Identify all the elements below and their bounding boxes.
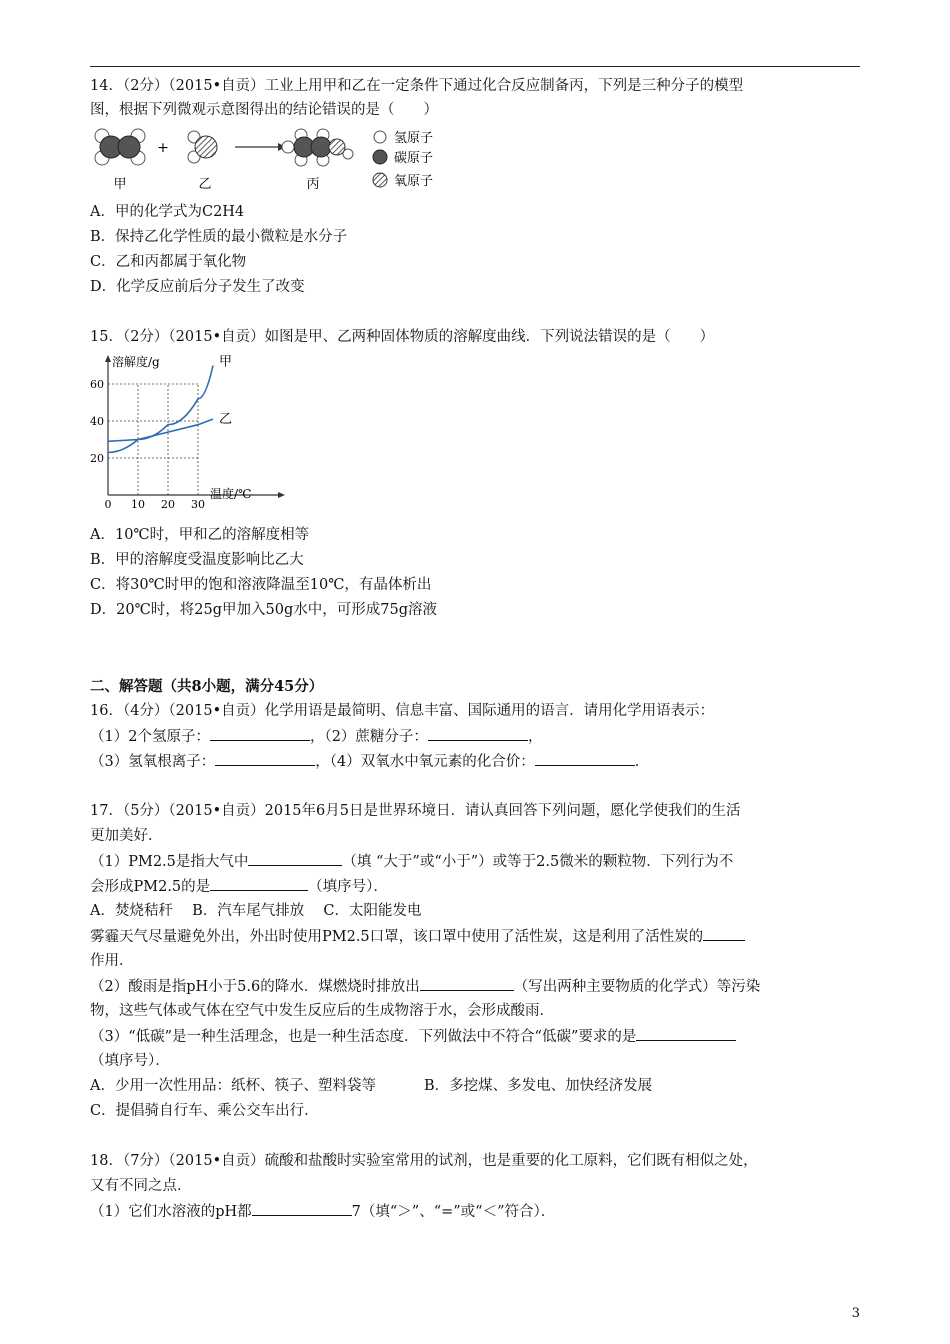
y-axis-label: 溶解度/g [112, 355, 160, 369]
plus-sign: + [157, 140, 169, 156]
q15-option-d: D．20℃时，将25g甲加入50g水中，可形成75g溶液 [90, 602, 437, 618]
q17-line5: A．焚烧秸秆 B．汽车尾气排放 C．太阳能发电 [90, 903, 422, 919]
q14-option-c: C．乙和丙都属于氧化物 [90, 254, 247, 270]
answer-blank-16-3[interactable] [215, 751, 315, 766]
q17-line7: 作用． [90, 953, 134, 969]
legend-hydrogen: 氢原子 [394, 131, 434, 146]
legend-oxygen: 氧原子 [394, 174, 434, 189]
q17-line12: A．少用一次性用品：纸杯、筷子、塑料袋等 B．多挖煤、多发电、加快经济发展 [90, 1078, 653, 1094]
q17-line11: （填序号）． [90, 1053, 170, 1069]
header-rule [90, 66, 860, 67]
answer-blank-17-5[interactable] [636, 1026, 736, 1041]
q14-option-d: D．化学反应前后分子发生了改变 [90, 279, 305, 295]
label-yi: 乙 [198, 177, 212, 192]
answer-blank-17-2[interactable] [210, 876, 308, 891]
chart-axes [105, 355, 285, 498]
solubility-chart [88, 354, 288, 511]
x-tick-label: 0 [104, 498, 112, 511]
q14-line2: 图，根据下列微观示意图得出的结论错误的是（ ） [90, 102, 438, 118]
series-label-jia: 甲 [219, 354, 233, 370]
q17-line2: 更加美好． [90, 828, 163, 844]
q15-option-a: A．10℃时，甲和乙的溶解度相等 [90, 527, 310, 543]
answer-blank-17-1[interactable] [248, 851, 342, 866]
y-tick-label: 20 [90, 452, 104, 465]
section-heading: 二、解答题（共8小题，满分45分） [90, 678, 324, 695]
molecule-bing [282, 129, 353, 166]
q17-line13: C．提倡骑自行车、乘公交车出行． [90, 1103, 319, 1119]
answer-blank-17-3[interactable] [703, 926, 745, 941]
q15-option-c: C．将30℃时甲的饱和溶液降温至10℃，有晶体析出 [90, 577, 432, 593]
q17-line3: （1）PM2.5是指大气中 （填 “大于”或“小于”）或等于2.5微米的颗粒物．下列行为不 [90, 851, 733, 872]
q18-line1: 18．（7分）（2015•自贡）硫酸和盐酸时实验室常用的试剂，也是重要的化工原料，它们既有相似之处， [90, 1153, 758, 1169]
label-jia: 甲 [113, 177, 127, 192]
x-tick-label: 30 [191, 498, 205, 511]
answer-blank-18-1[interactable] [252, 1201, 352, 1216]
q18-line3: （1）它们水溶液的pH都 7（填“＞”、“=”或“＜”符合）． [90, 1201, 555, 1222]
diagram-legend [373, 131, 433, 189]
x-axis-label: 温度/℃ [210, 487, 252, 501]
molecule-yi [188, 131, 217, 163]
q17-line10: （3）“低碳”是一种生活理念，也是一种生活态度．下列做法中不符合“低碳”要求的是 [90, 1026, 736, 1047]
answer-blank-16-1[interactable] [210, 726, 310, 741]
series-line-jia [108, 366, 213, 453]
q15-option-b: B．甲的溶解度受温度影响比乙大 [90, 552, 304, 568]
q17-line4: 会形成PM2.5的是 （填序号）． [90, 876, 388, 897]
q17-line9: 物，这些气体或气体在空气中发生反应后的生成物溶于水，会形成酸雨． [90, 1003, 554, 1019]
answer-blank-16-4[interactable] [535, 751, 635, 766]
q14-option-b: B．保持乙化学性质的最小微粒是水分子 [90, 229, 348, 245]
legend-carbon: 碳原子 [394, 151, 434, 166]
x-tick-label: 20 [161, 498, 175, 511]
series-label-yi: 乙 [219, 412, 233, 428]
q16-line3: （3）氢氧根离子： ，（4）双氧水中氧元素的化合价： ． [90, 751, 649, 772]
q17-line6: 雾霾天气尽量避免外出，外出时使用PM2.5口罩，该口罩中使用了活性炭，这是利用了活性炭的 [90, 926, 745, 947]
answer-blank-17-4[interactable] [420, 976, 514, 991]
q14-option-a: A．甲的化学式为C2H4 [90, 204, 245, 220]
page-number: 3 [851, 1306, 860, 1321]
y-tick-label: 40 [90, 415, 104, 428]
molecule-jia [95, 129, 145, 165]
q15-line1: 15．（2分）（2015•自贡）如图是甲、乙两种固体物质的溶解度曲线．下列说法错误的是（ ） [90, 329, 715, 345]
q18-line2: 又有不同之点． [90, 1178, 192, 1194]
q17-line8: （2）酸雨是指pH小于5.6的降水．煤燃烧时排放出 （写出两种主要物质的化学式）等污染 [90, 976, 760, 997]
x-tick-label: 10 [131, 498, 145, 511]
q16-line2: （1）2个氢原子： ，（2）蔗糖分子： ， [90, 726, 542, 747]
q14-line1: 14．（2分）（2015•自贡）工业上用甲和乙在一定条件下通过化合反应制备丙，下列是三种分子的模型 [90, 78, 744, 94]
answer-blank-16-2[interactable] [428, 726, 528, 741]
q14-molecule-diagram [90, 124, 450, 194]
q17-line1: 17．（5分）（2015•自贡）2015年6月5日是世界环境日．请认真回答下列问题，愿化学使我们的生活 [90, 803, 741, 819]
y-tick-label: 60 [90, 378, 104, 391]
q16-line1: 16．（4分）（2015•自贡）化学用语是最简明、信息丰富、国际通用的语言．请用化学用语表示： [90, 703, 715, 719]
label-bing: 丙 [306, 177, 320, 192]
